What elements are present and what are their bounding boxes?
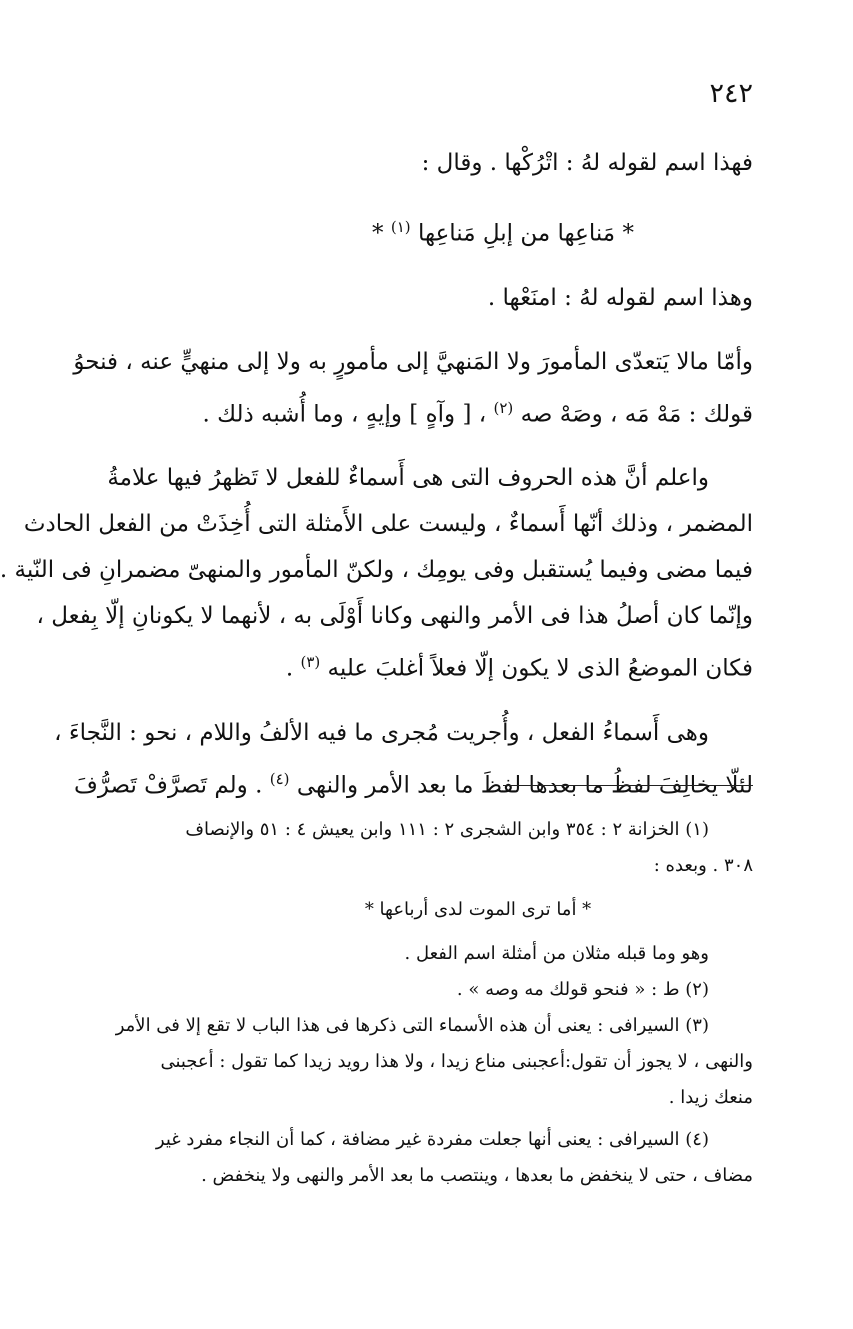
footnote-ref: (٣) bbox=[300, 653, 321, 672]
text-line: وهذا اسم لقوله لهُ : امنَعْها . bbox=[487, 284, 753, 311]
text-line: وإنّما كان أصلُ هذا فى الأمر والنهى وكانا أَوْلَى به ، لأنهما لا يكونانِ إلّا بِفعل ، bbox=[36, 603, 753, 630]
footnote-ref: (٤) bbox=[269, 769, 290, 788]
footnote-separator bbox=[503, 785, 753, 786]
verse-line: * مَناعِها من إبلِ مَناعِها $^{(١)}$ * bbox=[372, 218, 634, 247]
footnote-line: وهو وما قبله مثلان من أمثلة اسم الفعل . bbox=[404, 943, 709, 964]
footnote-line: (٤) السيرافى : يعنى أنها جعلت مفردة غير مضافة ، كما أن النجاء مفرد غير bbox=[155, 1129, 709, 1150]
text-line: فكان الموضعُ الذى لا يكون إلّا فعلاً أغلبَ عليه $^{(٣)}$ . bbox=[285, 653, 753, 682]
footnote-ref: (١) bbox=[390, 218, 411, 236]
text-line: المضمر ، وذلك أنّها أَسماءٌ ، وليست على الأَمثلة التى أُخِذَتْ من الفعل الحادث bbox=[23, 511, 753, 538]
footnote-line: مضاف ، حتى لا ينخفض ما بعدها ، وينتصب ما بعد الأمر والنهى ولا ينخفض . bbox=[201, 1165, 753, 1186]
text-line: وأمّا مالا يَتعدّى المأمورَ ولا المَنهيَّ إلى مأمورٍ به ولا إلى منهيٍّ عنه ، فنحوُ bbox=[73, 348, 753, 375]
text-line: فهذا اسم لقوله لهُ : اتْرُكْها . وقال : bbox=[421, 150, 753, 176]
footnote-ref: (٢) bbox=[493, 398, 514, 417]
text-line: واعلم أنَّ هذه الحروف التى هى أَسماءٌ للفعل لا تَظهرُ فيها علامةُ bbox=[107, 465, 709, 492]
main-text bbox=[0, 140, 753, 809]
footnote-line: ٣٠٨ . وبعده : bbox=[653, 855, 753, 876]
text-line: فيما مضى وفيما يُستقبل وفى يومِك ، ولكنّ المأمور والمنهىّ مضمرانِ فى النّية . bbox=[0, 557, 753, 584]
footnote-line: منعك زيدا . bbox=[668, 1087, 753, 1108]
text-line: وهى أَسماءُ الفعل ، وأُجريت مُجرى ما فيه الألفُ واللام ، نحو : النَّجاءَ ، bbox=[54, 719, 709, 746]
footnote-line: (١) الخزانة ٢ : ٣٥٤ وابن الشجرى ٢ : ١١١ وابن يعيش ٤ : ٥١ والإنصاف bbox=[185, 819, 709, 840]
page-number: ٢٤٢ bbox=[709, 78, 753, 109]
footnote-line: والنهى ، لا يجوز أن تقول:أعجبنى مناع زيدا ، ولا هذا رويد زيدا كما تقول : أعجبنى bbox=[160, 1051, 753, 1072]
text-line: قولك : مَهْ مَه ، وصَهْ صه $^{(٢)}$ ، [ وآهٍ ] وإيهٍ ، وما أُشبه ذلك . bbox=[202, 398, 753, 428]
footnote-verse: * أما ترى الموت لدى أرباعها * bbox=[364, 899, 592, 920]
footnote-line: (٢) ط : « فنحو قولك مه وصه » . bbox=[456, 979, 709, 1000]
footnote-line: (٣) السيرافى : يعنى أن هذه الأسماء التى ذكرها فى هذا الباب لا تقع إلا فى الأمر bbox=[115, 1015, 709, 1036]
text-line: لئلّا يخالِفَ لفظُ ما بعدها لفظَ ما بعد الأمر والنهى $^{(٤)}$ . ولم تَصرَّفْ تَصرُّفَ bbox=[73, 769, 753, 799]
footnotes bbox=[113, 812, 753, 1194]
